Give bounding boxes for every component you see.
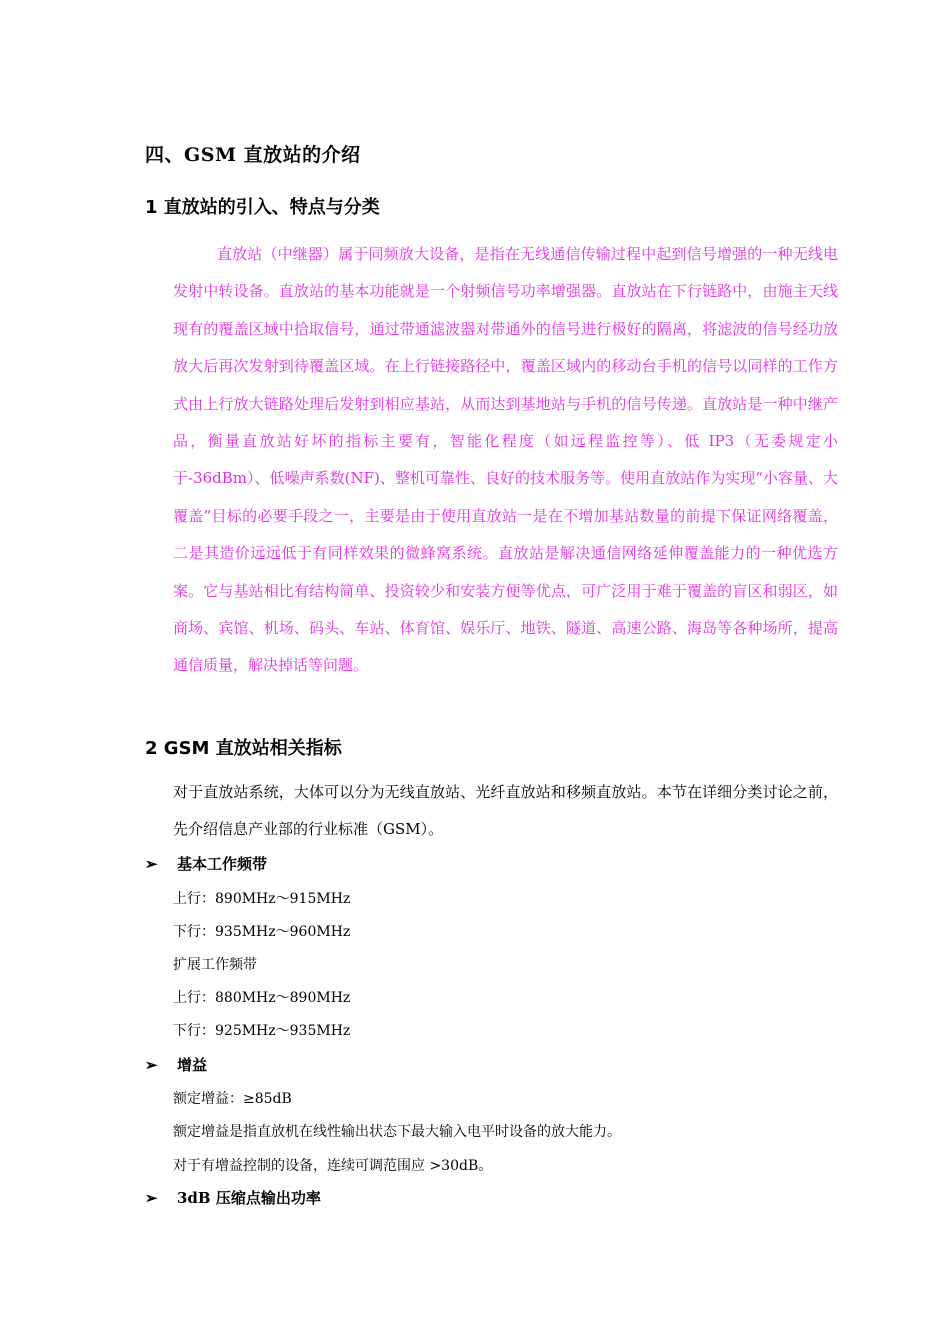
list-item	[145, 1187, 321, 1208]
arrow-bullet-icon: ➢	[145, 1189, 158, 1207]
section2-intro: 对于直放站系统，大体可以分为无线直放站、光纤直放站和移频直放站。本节在详细分类讨论之前，先介绍信息产业部的行业标准（GSM）。	[173, 783, 838, 839]
bullet-label: 增益	[177, 1056, 208, 1074]
bullet-label: 3dB 压缩点输出功率	[177, 1189, 321, 1207]
arrow-bullet-icon: ➢	[145, 855, 158, 873]
section1-body: 直放站（中继器）属于同频放大设备，是指在无线通信传输过程中起到信号增强的一种无线电发射中转设备。直放站的基本功能就是一个射频信号功率增强器。直放站在下行链路中，由施主天线现有的覆盖区域中拾取信号，通过带通滤波器对带通外的信号进行极好的隔离，将滤波的信号经功放放大后再次发射到待覆盖区域。在上行链接路径中，覆盖区域内的移动台手机的信号以同样的工作方式由上行放大链路处理后发射到相应基站，从而达到基地站与手机的信号传递。直放站是一种中继产品，衡量直放站好坏的指标主要有，智能化程度（如远程监控等）、低 IP3（无委规定小于-36dBm）、低噪声系数(NF)、整机可靠性、良好的技术服务等。使用直放站作为实现“小容量、大覆盖”目标的必要手段之一，主要是由于使用直放站一是在不增加基站数量的前提下保证网络覆盖，二是其造价远远低于有同样效果的微蜂窝系统。直放站是解决通信网络延伸覆盖能力的一种优选方案。它与基站相比有结构简单、投资较少和安装方便等优点，可广泛用于难于覆盖的盲区和弱区，如商场、宾馆、机场、码头、车站、体育馆、娱乐厅、地铁、隧道、高速公路、海岛等各种场所，提高通信质量，解决掉话等问题。	[173, 245, 838, 675]
list-item	[145, 1054, 207, 1075]
text-line: 上行：890MHz～915MHz	[173, 891, 351, 907]
text-line: 额定增益：≥85dB	[173, 1091, 292, 1107]
text-line: 额定增益是指直放机在线性输出状态下最大输入电平时设备的放大能力。	[173, 1124, 621, 1140]
text-line: 下行：925MHz～935MHz	[173, 1023, 351, 1039]
section1-title: 1 直放站的引入、特点与分类	[145, 197, 380, 218]
bullet-label: 基本工作频带	[177, 855, 268, 873]
main-heading: 四、GSM 直放站的介绍	[145, 144, 361, 166]
text-line: 上行：880MHz～890MHz	[173, 990, 351, 1006]
text-line: 下行：935MHz～960MHz	[173, 924, 351, 940]
text-line: 对于有增益控制的设备，连续可调范围应 >30dB。	[173, 1158, 493, 1174]
text-line: 扩展工作频带	[173, 957, 257, 973]
section2-title: 2 GSM 直放站相关指标	[145, 738, 342, 759]
arrow-bullet-icon: ➢	[145, 1056, 158, 1074]
list-item	[145, 853, 267, 874]
